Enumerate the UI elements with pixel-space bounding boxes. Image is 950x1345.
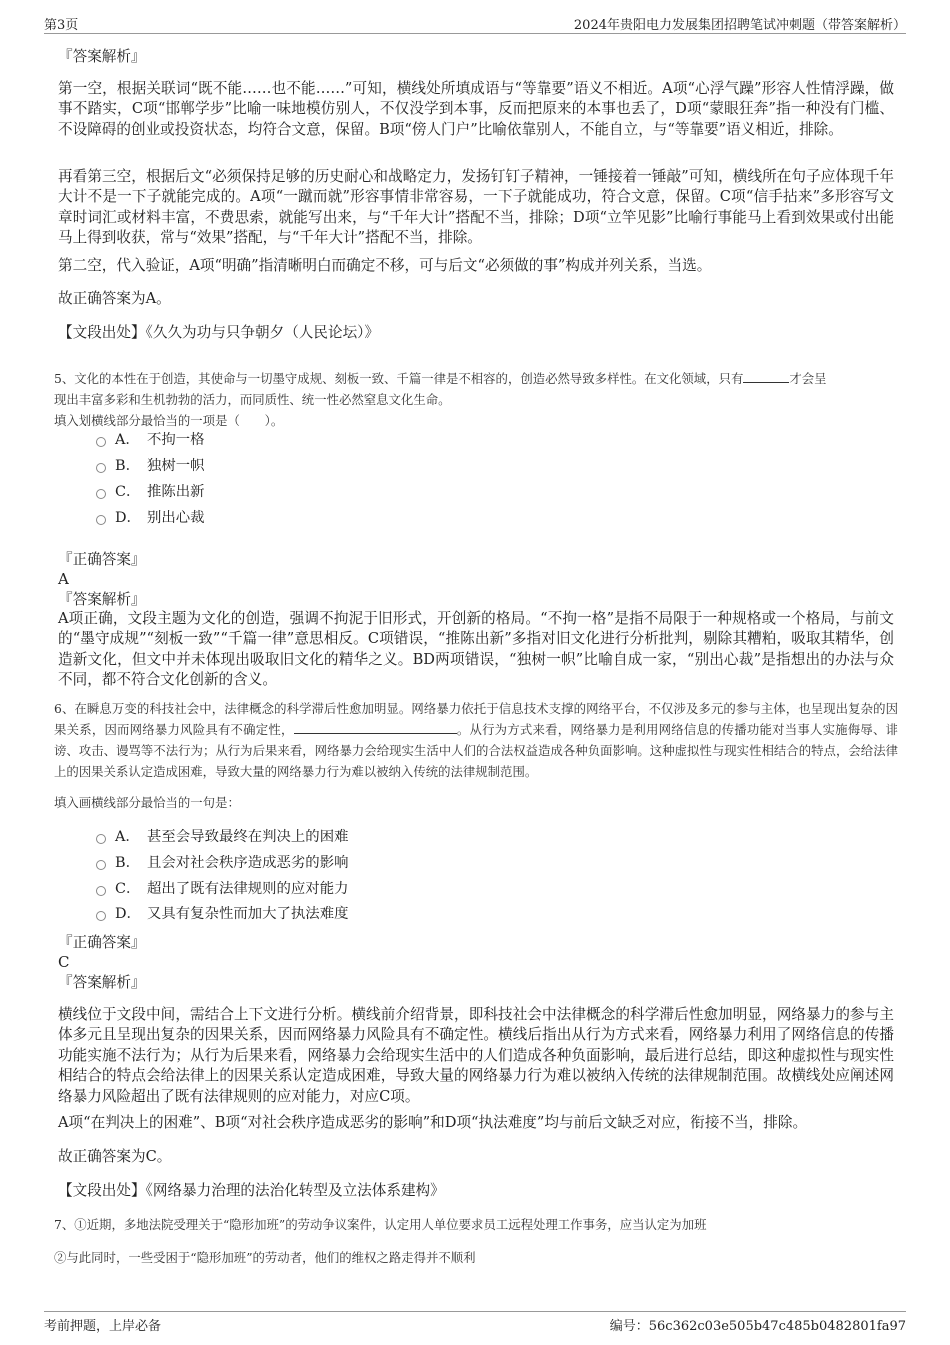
- radio-icon[interactable]: [96, 489, 106, 499]
- radio-icon[interactable]: [96, 515, 106, 525]
- document-title: 2024年贵阳电力发展集团招聘笔试冲刺题（带答案解析）: [573, 18, 906, 33]
- footer-slogan: 考前押题，上岸必备: [44, 1319, 162, 1334]
- q4-analysis-p1: 第一空，根据关联词“既不能……也不能……”可知，横线处所填成语与“等靠要”语义不相近。A项“心浮气躁”形容人性情浮躁，做事不踏实，C项“邯郸学步”比喻一味地模仿别人，不仅没学到本事，反而把原来的本事也丢了，D项“蒙眼狂奔”指一种没有门槛、不设障碍的创业或投资状态，均符合文意，保留。B项“傍人门户”比喻依靠别人，不能自立，与“等靠要”语义相近，排除。: [58, 80, 894, 138]
- q6-analysis-label: 『答案解析』: [58, 974, 146, 991]
- radio-icon[interactable]: [96, 437, 106, 447]
- q4-analysis-label: 『答案解析』: [58, 48, 146, 65]
- document-id: 编号：56c362c03e505b47c485b0482801fa97: [609, 1319, 906, 1334]
- q7-sentence-2: ②与此同时，一些受困于“隐形加班”的劳动者，他们的维权之路走得并不顺利: [54, 1250, 476, 1265]
- q6-option-c[interactable]: C． 超出了既有法律规则的应对能力: [96, 879, 348, 899]
- q4-answer-conclusion: 故正确答案为A。: [58, 290, 171, 307]
- q5-option-b[interactable]: B． 独树一帜: [96, 456, 205, 476]
- radio-icon[interactable]: [96, 834, 106, 844]
- q6-prompt: 填入画横线部分最恰当的一句是：: [54, 795, 240, 810]
- q7-sentence-1: 7、①近期，多地法院受理关于“隐形加班”的劳动争议案件，认定用人单位要求员工远程处理工作事务，应当认定为加班: [54, 1217, 707, 1232]
- q5-stem: 5、文化的本性在于创造，其使命与一切墨守成规、刻板一致、千篇一律是不相容的，创造必然导致多样性。在文化领域，只有 才会呈 现出丰富多彩和生机勃勃的活力，而同质性、统一性必然窒息文化生命。 填入划横线部分最恰当的一项是（ ）。: [54, 371, 827, 428]
- page-number: 第3页: [44, 18, 79, 33]
- radio-icon[interactable]: [96, 463, 106, 473]
- q5-analysis-label: 『答案解析』: [58, 591, 146, 608]
- page-footer: [44, 1311, 906, 1335]
- radio-icon[interactable]: [96, 860, 106, 870]
- q6-option-d[interactable]: D． 又具有复杂性而加大了执法难度: [96, 904, 348, 924]
- q5-answer: A: [58, 570, 69, 588]
- q5-prompt: 填入划横线部分最恰当的一项是（ ）。: [54, 413, 284, 428]
- q4-source: 【文段出处】《久久为功与只争朝夕（人民论坛）》: [58, 324, 380, 341]
- q6-answer-conclusion: 故正确答案为C。: [58, 1148, 172, 1165]
- q5-answer-label: 『正确答案』: [58, 551, 146, 568]
- q6-answer: C: [58, 953, 70, 971]
- q5-analysis: A项正确，文段主题为文化的创造，强调不拘泥于旧形式，开创新的格局。“不拘一格”是指不局限于一种规格或一个格局，与前文的“墨守成规”“刻板一致”“千篇一律”意思相反。C项错误，“推陈出新”多指对旧文化进行分析批判，剔除其糟粕，吸取其精华，创造新文化，但文中并未体现出吸取旧文化的精华之义。BD两项错误，“独树一帜”比喻自成一家，“别出心裁”是指想出的办法与众不同，都不符合文化创新的含义。: [58, 610, 894, 689]
- q6-stem: 6、在瞬息万变的科技社会中，法律概念的科学滞后性愈加明显。网络暴力依托于信息技术支撑的网络平台，不仅涉及多元的参与主体，也呈现出复杂的因果关系，因而网络暴力风险具有不确定性， 。从行为方式来看，网络暴力是利用网络信息的传播功能对当事人实施侮辱、诽谤、攻击、谩骂等不法行为；从行为后果来看，网络暴力会给现实生活中人们的合法权益造成各种负面影响。这种虚拟性与现实性相结合的特点，会给法律上的因果关系认定造成困难，导致大量的网络暴力行为难以被纳入传统的法律规制范围。: [54, 701, 899, 779]
- q6-option-a[interactable]: A． 甚至会导致最终在判决上的困难: [96, 827, 348, 847]
- q4-analysis-p2: 再看第三空，根据后文“必须保持足够的历史耐心和战略定力，发扬钉钉子精神，一锤接着一锤敲”可知，横线所在句子应体现千年大计不是一下子就能完成的。A项“一蹴而就”形容事情非常容易，一下子就能成功，符合文意，保留。C项“信手拈来”多形容写文章时词汇或材料丰富，不费思索，就能写出来，与“千年大计”搭配不当，排除；D项“立竿见影”比喻行事能马上看到效果或付出能马上得到收获，常与“效果”搭配，与“千年大计”搭配不当，排除。: [58, 168, 894, 247]
- radio-icon[interactable]: [96, 886, 106, 896]
- q4-analysis-p3: 第二空，代入验证，A项“明确”指清晰明白而确定不移，可与后文“必须做的事”构成并列关系，当选。: [58, 257, 712, 274]
- q6-analysis-p1: 横线位于文段中间，需结合上下文进行分析。横线前介绍背景，即科技社会中法律概念的科学滞后性愈加明显，网络暴力的参与主体多元且呈现出复杂的因果关系，因而网络暴力风险具有不确定性。横线后指出从行为方式来看，网络暴力利用了网络信息的传播功能实施不法行为；从行为后果来看，网络暴力会给现实生活中的人们造成各种负面影响，最后进行总结，即这种虚拟性与现实性相结合的特点会给法律上的因果关系认定造成困难，导致大量的网络暴力行为难以被纳入传统的法律规制范围。故横线处应阐述网络暴力风险超出了既有法律规则的应对能力，对应C项。: [58, 1006, 894, 1105]
- q5-option-d[interactable]: D． 别出心裁: [96, 508, 205, 528]
- q6-analysis-p2: A项“在判决上的困难”、B项“对社会秩序造成恶劣的影响”和D项“执法难度”均与前后文缺乏对应，衔接不当，排除。: [58, 1114, 808, 1131]
- q6-option-b[interactable]: B． 且会对社会秩序造成恶劣的影响: [96, 853, 348, 873]
- page-header: [44, 12, 906, 34]
- q6-answer-label: 『正确答案』: [58, 934, 146, 951]
- radio-icon[interactable]: [96, 911, 106, 921]
- q5-option-a[interactable]: A． 不拘一格: [96, 430, 205, 450]
- q5-option-c[interactable]: C． 推陈出新: [96, 482, 205, 502]
- q6-source: 【文段出处】《网络暴力治理的法治化转型及立法体系建构》: [58, 1182, 445, 1199]
